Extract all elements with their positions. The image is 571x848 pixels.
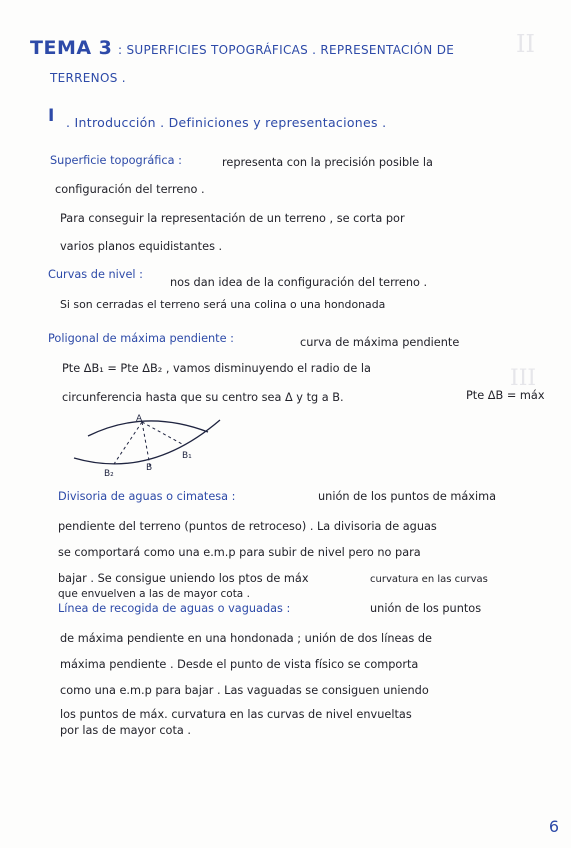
bleed-numeral-top: II (516, 30, 535, 58)
vaguadas-line1-end: unión de los puntos (370, 602, 482, 615)
curvas-line2: Si son cerradas el terreno será una colina o una hondonada (60, 298, 386, 311)
curvas-label: Curvas de nivel : (48, 268, 143, 281)
diagram-label-b2: B₂ (104, 469, 114, 479)
page-number: 6 (548, 817, 559, 836)
superficie-line4: varios planos equidistantes . (60, 240, 223, 253)
divisoria-line3: se comportará como una e.m.p para subir de nivel pero no para (58, 546, 421, 559)
vaguadas-line4: como una e.m.p para bajar . Las vaguadas se consiguen uniendo (60, 684, 429, 697)
section-title: . Introducción . Definiciones y representaciones . (66, 115, 387, 130)
superficie-line2: configuración del terreno . (55, 183, 205, 196)
curvas-line1: nos dan idea de la configuración del terreno . (170, 276, 428, 289)
superficie-label: Superficie topográfica : (50, 154, 182, 167)
poligonal-line3-end: Pte ΔB = máx (466, 389, 545, 402)
max-slope-diagram (70, 408, 230, 480)
vaguadas-line2: de máxima pendiente en una hondonada ; unión de dos líneas de (60, 632, 432, 645)
dash-line-3 (142, 422, 182, 444)
divisoria-label: Divisoria de aguas o cimatesa : (58, 490, 236, 503)
diagram-label-a: A (136, 414, 143, 424)
diagram-label-b1: B₁ (182, 451, 192, 461)
vaguadas-line3: máxima pendiente . Desde el punto de vista físico se comporta (60, 658, 419, 671)
poligonal-line3: circunferencia hasta que su centro sea Δ y tg a B. (62, 391, 344, 404)
bleed-numeral-mid: III (510, 366, 537, 391)
divisoria-line5: que envuelven a las de mayor cota . (58, 588, 250, 600)
section-numeral: I (48, 106, 55, 126)
divisoria-line4-end: curvatura en las curvas (370, 574, 488, 585)
superficie-line3: Para conseguir la representación de un terreno , se corta por (60, 212, 405, 225)
divisoria-line4: bajar . Se consigue uniendo los ptos de máx (58, 572, 309, 585)
poligonal-label: Poligonal de máxima pendiente : (48, 332, 234, 345)
page-subtitle-cont: TERRENOS . (50, 71, 126, 85)
diagram-label-b: B (146, 463, 153, 473)
dash-line-2 (142, 422, 150, 466)
superficie-line1: representa con la precisión posible la (222, 156, 433, 169)
divisoria-line1: unión de los puntos de máxima (318, 490, 497, 503)
lower-arc (74, 420, 220, 464)
vaguadas-line6: por las de mayor cota . (60, 724, 191, 737)
vaguadas-line5: los puntos de máx. curvatura en las curvas de nivel envueltas (60, 708, 412, 721)
page-subtitle: : SUPERFICIES TOPOGRÁFICAS . REPRESENTACIÓN DE (118, 43, 455, 57)
page-title: TEMA 3 (30, 37, 113, 59)
dash-line-1 (114, 422, 142, 464)
upper-arc (88, 421, 208, 436)
poligonal-line2: Pte ΔB₁ = Pte ΔB₂ , vamos disminuyendo el radio de la (62, 362, 371, 375)
divisoria-line2: pendiente del terreno (puntos de retroceso) . La divisoria de aguas (58, 520, 437, 533)
poligonal-line1: curva de máxima pendiente (300, 336, 460, 349)
vaguadas-label: Línea de recogida de aguas o vaguadas : (58, 602, 291, 615)
